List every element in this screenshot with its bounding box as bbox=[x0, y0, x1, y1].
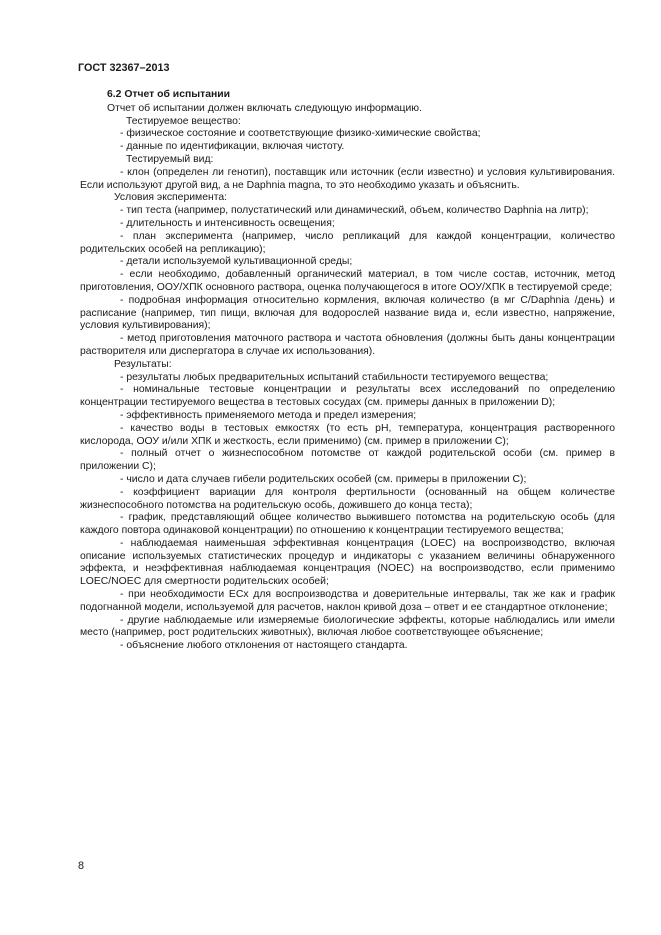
list-item: - эффективность применяемого метода и предел измерения; bbox=[120, 409, 417, 421]
list-item: - номинальные тестовые концентрации и результаты всех исследований по определению концентрации тестируемого вещества в тестовых сосудах (см. примеры данных в приложении D); bbox=[80, 384, 615, 409]
group-heading: Условия эксперимента: bbox=[114, 192, 228, 204]
group-heading: Результаты: bbox=[114, 358, 172, 370]
page-number: 8 bbox=[78, 860, 85, 872]
list-item: - качество воды в тестовых емкостях (то есть pH, температура, концентрация растворенного кислорода, ООУ и/или ХПК и жесткость, если применимо) (см. пример в приложении C); bbox=[80, 422, 615, 447]
list-item: - коэффициент вариации для контроля фертильности (основанный на общем количестве жизнеспособного потомства на родительскую особь, дожившего до конца теста); bbox=[80, 486, 615, 511]
list-item: - если необходимо, добавленный органический материал, в том числе состав, источник, метод приготовления, ООУ/ХПК основного раствора, оценка получающегося в итоге ООУ/ХПК в тестируемой среде; bbox=[80, 269, 615, 293]
list-item: - объяснение любого отклонения от настоящего стандарта. bbox=[120, 640, 408, 652]
list-item: - метод приготовления маточного раствора и частота обновления (должны быть даны концентрации растворителя или диспергатора в случае их использования). bbox=[80, 333, 615, 357]
list-item: - клон (определен ли генотип), поставщик или источник (если известно) и условия культивирования. Если используют другой вид, а не Daphnia magna, то это необходимо указать и объяснить. bbox=[80, 166, 615, 191]
group-test-species bbox=[80, 154, 615, 192]
list-item: - результаты любых предварительных испытаний стабильности тестируемого вещества; bbox=[120, 371, 549, 383]
list-item: - длительность и интенсивность освещения; bbox=[120, 217, 335, 229]
list-item: - при необходимости ECx для воспроизводства и доверительные интервалы, так же как и график подогнанной модели, используемой для расчетов, наклон кривой доза – ответ и ее стандартное отклонение; bbox=[80, 589, 615, 613]
group-heading: Тестируемое вещество: bbox=[126, 115, 241, 127]
list-item: - подробная информация относительно кормления, включая количество (в мг C/Daphnia /день) и расписание (например, тип пищи, включая для водорослей название вида и, если известно, напряжение, условия культивирования); bbox=[80, 294, 615, 332]
list-item: - детали используемой культивационной среды; bbox=[120, 256, 353, 268]
list-item: - наблюдаемая наименьшая эффективная концентрация (LOEC) на воспроизводство, включая описание используемых статистических процедур и индикаторы с указанием величины обнаруженного эффекта, и неэффективная наблюдаемая концентрация (NOEC) на воспроизводство, если применимо LOEC/NOEC для смертности родительских особей; bbox=[80, 537, 615, 588]
section-title: 6.2 Отчет об испытании bbox=[107, 89, 231, 100]
document-header: ГОСТ 32367–2013 bbox=[78, 62, 170, 74]
list-item: - план эксперимента (например, число репликаций для каждой концентрации, количество родительских особей на репликацию); bbox=[80, 230, 615, 255]
list-item: - число и дата случаев гибели родительских особей (см. примеры в приложении C); bbox=[120, 473, 527, 485]
group-heading: Тестируемый вид: bbox=[126, 153, 214, 165]
list-item: - график, представляющий общее количество выжившего потомства на родительскую особь (для каждого повтора одинаковой концентрации) по отношению к концентрации тестируемого вещества; bbox=[80, 512, 615, 537]
group-results bbox=[80, 359, 615, 653]
list-item: - физическое состояние и соответствующие физико-химические свойства; bbox=[120, 128, 481, 140]
group-test-conditions bbox=[80, 192, 615, 358]
group-test-substance bbox=[80, 116, 615, 154]
document-body bbox=[80, 89, 615, 653]
list-item: - тип теста (например, полустатический или динамический, объем, количество Daphnia на литр); bbox=[120, 205, 589, 217]
list-item: - другие наблюдаемые или измеряемые биологические эффекты, которые наблюдались или имели место (например, рост родительских животных), включая любое соответствующее объяснение; bbox=[80, 614, 615, 639]
list-item: - полный отчет о жизнеспособном потомстве от каждой родительской особи (см. пример в приложении C); bbox=[80, 448, 615, 473]
list-item: - данные по идентификации, включая чистоту. bbox=[120, 141, 345, 153]
section-intro: Отчет об испытании должен включать следующую информацию. bbox=[107, 102, 422, 114]
